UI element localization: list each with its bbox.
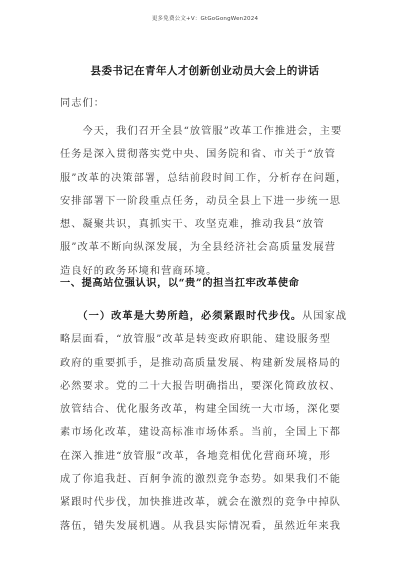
paragraph-line: 素市场化改革，建设高标准市场体系。当前，全国上下都 [60,427,341,439]
paragraph-first-line [60,305,352,328]
paragraph-line: 放管结合、优化服务改革，构建全国统一大市场，深化要 [60,404,341,416]
page-title: 县委书记在青年人才创新创业动员大会上的讲话 [90,65,320,77]
paragraph-line: 造良好的政务环境和营商环境。 [60,265,218,277]
paragraph-line: 今天，我们召开全县“放管服”改革工作推进会，主要 [60,126,343,137]
salutation-line: 同志们： [60,98,105,109]
section-heading-1: 一、提高站位强认识，以“贵”的担当扛牢改革使命 [60,277,300,289]
subsection-heading: （一）改革是大势所趋，必须紧跟时代步伐。 [82,310,303,322]
paragraph-1 [60,120,352,283]
paragraph-line: 想、凝聚共识，真抓实干、攻坚克难，推动我县“放管 [60,219,325,231]
paragraph-line: 政府的重要抓手，是推动高质量发展、构建新发展格局的 [60,357,341,369]
header-note: 更多免费公文+V：GtGoGongWen2024 [151,16,259,22]
paragraph-first-line-rest: 从国家战 [302,311,348,322]
paragraph-line: 任务是深入贯彻落实党中央、国务院和省、市关于“放管 [60,149,336,161]
paragraph-line: 略层面看，“放管服”改革是转变政府职能、建设服务型 [60,334,331,346]
paragraph-line: 安排部署下一阶段重点任务，动员全县上下进一步统一思 [60,195,341,207]
paragraph-line: 必然要求。党的二十大报告明确指出，要深化简政放权、 [60,380,341,392]
paragraph-line: 成了你追我赶、百舸争流的激烈竞争态势。如果我们不能 [60,474,341,486]
paragraph-line: 服”改革的决策部署，总结前段时间工作，分析存在问题， [60,172,348,184]
salutation [60,92,352,115]
paragraph-line: 在深入推进“放管服”改革，各地竞相优化营商环境，形 [60,450,331,462]
paragraph-line: 服”改革不断向纵深发展，为全县经济社会高质量发展营 [60,242,336,254]
paragraph-line: 落伍，错失发展机遇。从我县实际情况看，虽然近年来我 [60,520,341,532]
paragraph-line: 紧跟时代步伐，加快推进改革，就会在激烈的竞争中掉队 [60,497,341,509]
paragraph-2 [60,305,352,538]
